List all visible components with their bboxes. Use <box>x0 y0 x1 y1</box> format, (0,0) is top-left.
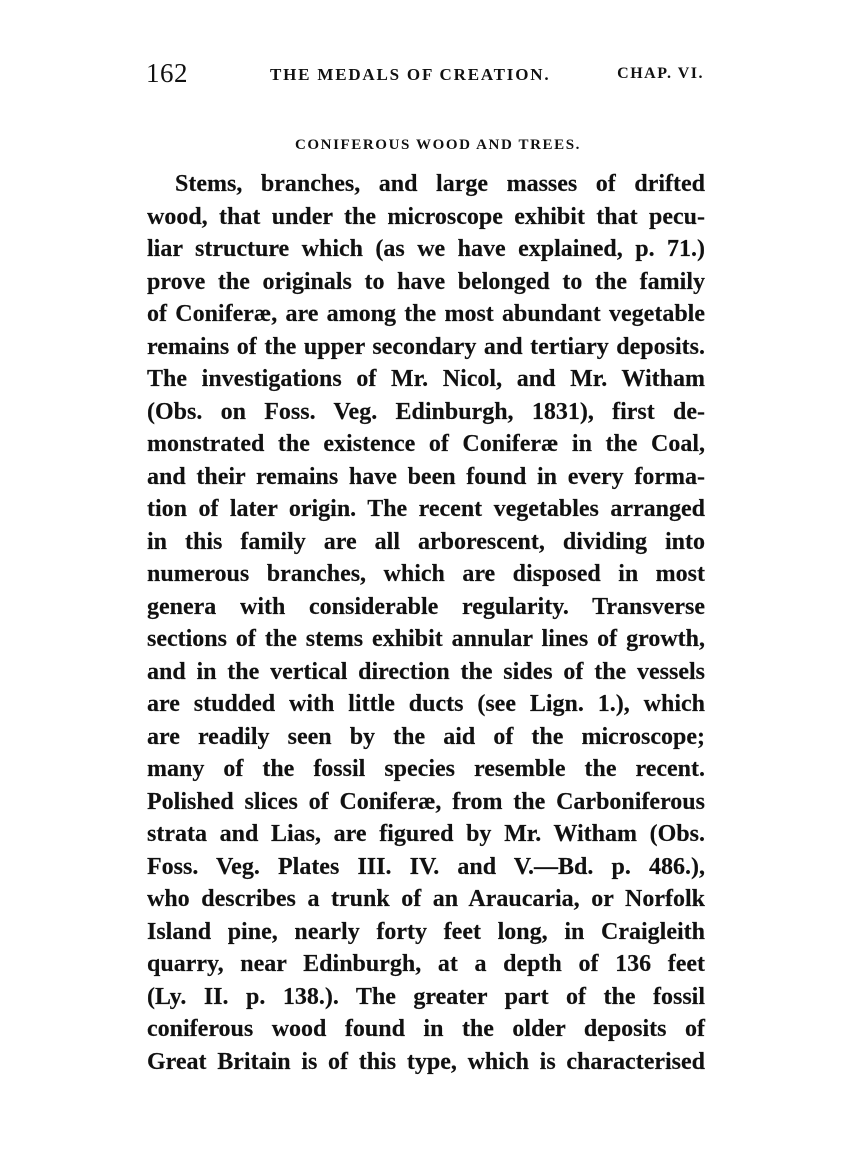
text-line: in this family are all arborescent, dividing into <box>147 528 705 555</box>
text-line: and their remains have been found in every forma- <box>147 463 705 490</box>
page-number: 162 <box>146 58 188 88</box>
text-line: wood, that under the microscope exhibit that pecu- <box>147 203 705 230</box>
text-line: prove the originals to have belonged to the family <box>147 268 705 295</box>
text-line: (Ly. II. p. 138.). The greater part of the fossil <box>147 983 705 1010</box>
text-line: many of the fossil species resemble the recent. <box>147 756 705 782</box>
text-line: sections of the stems exhibit annular lines of growth, <box>147 626 705 652</box>
text-line: Great Britain is of this type, which is characterised <box>147 1048 705 1075</box>
text-line: Island pine, nearly forty feet long, in Craigleith <box>147 918 705 945</box>
section-heading: CONIFEROUS WOOD AND TREES. <box>294 137 582 153</box>
text-line: remains of the upper secondary and tertiary deposits. <box>147 333 705 360</box>
body-text <box>147 168 705 1078</box>
text-line: Polished slices of Coniferæ, from the Carboniferous <box>147 788 705 815</box>
text-line: numerous branches, which are disposed in most <box>147 561 705 587</box>
text-line: who describes a trunk of an Araucaria, or Norfolk <box>147 886 705 912</box>
text-line: and in the vertical direction the sides of the vessels <box>147 658 705 685</box>
text-line: strata and Lias, are figured by Mr. Witham (Obs. <box>147 821 705 847</box>
running-head <box>146 54 712 94</box>
text-line: genera with considerable regularity. Transverse <box>147 593 705 620</box>
text-line: quarry, near Edinburgh, at a depth of 136 feet <box>147 951 705 977</box>
text-line: Stems, branches, and large masses of drifted <box>175 171 705 197</box>
text-line: coniferous wood found in the older deposits of <box>147 1016 705 1042</box>
text-line: of Coniferæ, are among the most abundant vegetable <box>147 301 705 327</box>
running-title: THE MEDALS OF CREATION. <box>270 65 551 84</box>
text-line: (Obs. on Foss. Veg. Edinburgh, 1831), first de- <box>147 398 705 425</box>
chapter-label: CHAP. VI. <box>617 65 704 82</box>
text-line: Foss. Veg. Plates III. IV. and V.—Bd. p. 486.), <box>147 853 705 880</box>
text-line: are readily seen by the aid of the microscope; <box>147 723 705 750</box>
text-line: are studded with little ducts (see Lign. 1.), which <box>147 691 705 717</box>
text-line: The investigations of Mr. Nicol, and Mr. Witham <box>147 366 705 392</box>
text-line: tion of later origin. The recent vegetables arranged <box>147 496 705 522</box>
text-line: liar structure which (as we have explained, p. 71.) <box>147 236 705 262</box>
text-line: monstrated the existence of Coniferæ in the Coal, <box>147 431 705 457</box>
